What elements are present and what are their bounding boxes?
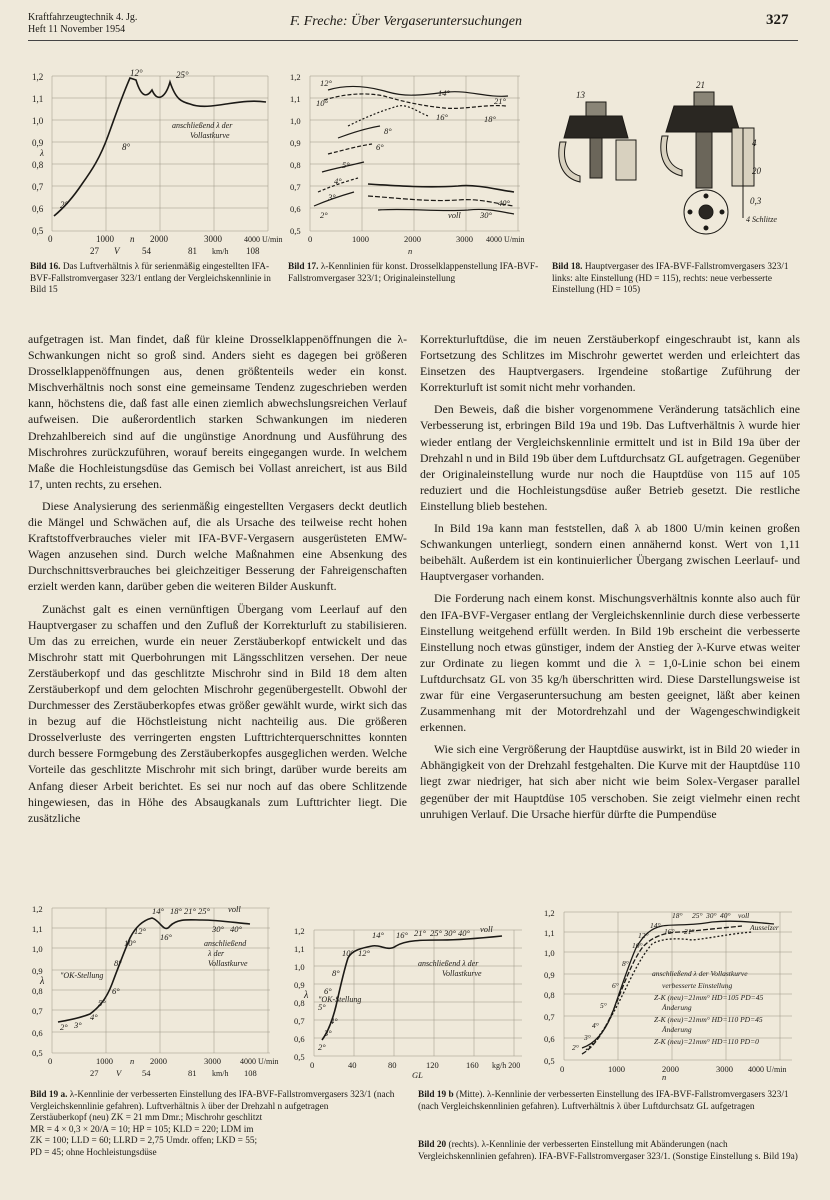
y-tick: 0,7 [294,1016,305,1026]
bild16-plot [30,66,283,256]
angle-label: 16° [664,927,675,936]
annotation-line: Vollastkurve [442,969,482,978]
figure-bild18 [556,78,804,250]
x-tick-speed: 27 [90,246,99,256]
y-tick: 1,0 [294,962,305,972]
y-tick: 1,0 [290,116,301,126]
annotation-line: anschließend [204,939,247,948]
angle-label: 8° [622,959,629,968]
x-tick: 4000 U/min [244,235,283,244]
caption-bild17 [288,262,540,285]
legend-entry: Z-K (neu)=21mm° HD=110 PD=0 [654,1037,759,1046]
y-tick: 1,2 [544,908,555,918]
figure-bild19b [292,922,532,1080]
angle-label: 18° [672,911,683,920]
y-tick: 0,7 [32,1006,43,1016]
x-tick-speed: 81 [188,246,197,256]
y-tick: 0,6 [32,204,44,214]
dimension-label: 20 [752,166,761,176]
x-tick: n [130,1056,135,1066]
y-tick: 1,2 [290,72,301,82]
x-tick-speed: 108 [244,1068,257,1078]
angle-label: 21° [414,928,426,938]
angle-label: 3° [328,192,336,202]
journal-info [28,12,137,36]
x-tick-speed: 54 [142,246,151,256]
y-tick: 0,5 [290,226,301,236]
y-tick: 0,9 [32,138,44,148]
caption-text: Hauptvergaser des IFA-BVF-Fallstromvergasers 323/1 links: alte Einstellung (HD = 115), rechts: neue verbesserte Einstellung (HD = 105) [552,262,789,295]
annotation-line: Vollastkurve [208,959,248,968]
angle-label: 12° [320,78,332,88]
caption-text: λ-Kennlinien für konst. Drosselklappenstellung IFA-BVF-Fallstromvergaser 323/1; Originaleinstellung [288,262,539,284]
x-tick-speed: 27 [90,1068,99,1078]
angle-label: 4° [334,176,342,186]
dimension-label: 4 [752,138,757,148]
angle-label: 18° [484,114,496,124]
x-tick-speed: V [116,1068,122,1078]
y-tick: 1,0 [32,944,43,954]
angle-label: 2° [320,210,328,220]
x-axis-label: n [662,1072,667,1082]
paragraph: Diese Analysierung des serienmäßig eingestellten Vergasers deckt deutlich die Mängel und Schwächen auf, die als Ursache des teilweise recht hohen Kraftstoffverbrauches vieler mit IFA-BVF-Vergasern ausgerüsteten EMW-Wagen anzusehen sind. Durch welche Maßnahmen eine Absenkung des Durchschnittsverbrauches bei gleichzeitiger Besserung der Fahreigenschaften erzielt werden kann, darüber geben die weiteren Bilder Auskunft. [28,498,407,594]
x-axis-label: n [408,246,413,256]
angle-label: 3° [584,1033,591,1042]
legend-entry: Änderung [662,1003,692,1012]
angle-label: 40° [720,911,731,920]
x-tick-speed: km/h [212,1069,229,1078]
angle-label: 25° [176,70,189,80]
lambda-axis-label: λ [40,976,45,987]
angle-label: 8° [122,142,131,152]
y-tick: 0,8 [290,160,301,170]
legend-entry: Änderung [662,1025,692,1034]
x-tick-speed: 54 [142,1068,151,1078]
angle-label: 4° [592,1021,599,1030]
angle-label: 21° [494,96,506,106]
figure-bild20 [542,904,802,1080]
angle-label: 30° [706,911,717,920]
ok-stellung-label: "OK-Stellung [60,971,104,980]
annotation-line: λ der [208,949,225,958]
angle-label: 14° [650,921,661,930]
caption-label: Bild 19 b [418,1090,454,1100]
angle-label: 40° [498,198,510,208]
x-tick: 1000 [608,1064,625,1074]
angle-label: 10° [342,948,354,958]
x-tick: 2000 [662,1064,679,1074]
x-tick: n [130,234,135,244]
y-tick: 0,5 [544,1056,555,1066]
angle-label: 4° [90,1012,98,1022]
angle-label: 8° [384,126,392,136]
x-tick: 2000 [404,234,421,244]
y-tick: 0,7 [290,182,301,192]
angle-label: 2° [572,1043,579,1052]
caption-text: (Mitte). λ-Kennlinie der verbesserten Einstellung des IFA-BVF-Fallstromvergasers 323/1 (nach Vergleichskennlinien gefahren). Luftverhältnis λ über Luftdurchsatz GL aufgetragen [418,1090,789,1112]
paragraph: Zunächst galt es einen vernünftigen Übergang vom Leerlauf auf den Hauptvergaser zu schaffen und den Zufluß der Korrekturluft zu stabilisieren. Um das zu erreichen, wurde ein neuer Zerstäuberkopf entwickelt und das Mischrohr statt mit Querbohrungen mit Längsschlitzen versehen. Der neue Zerstäuberkopf und das geschlitzte Mischrohr sind in Bild 18 dem alten Zerstäuberkopf und dem gelochten Mischrohr gegenübergestellt. Obwohl der Durchmesser des Zerstäuberkopfes etwas größer gewählt wurde, wirkt sich das in bezug auf die Höchstleistung nicht nachteilig aus. Die größeren Drosselverluste des verringerten engsten Lufttrichterquerschnittes konnten durch bessere Formgebung des Zerstäuberkopfes ausgeglichen werden. Welche Vorteile das geschlitzte Mischrohr mit sich bringt, darüber wurde bereits am Anfang dieser Arbeit berichtet. Es sei nur noch auf das obere Schlitzende hingewiesen, das in Höhe des Absaugkanals zum Lufttrichter liegt. Die zusätzliche [28,601,407,825]
angle-label: 5° [342,160,350,170]
y-tick: 0,6 [544,1034,555,1044]
caption-label: Bild 20 [418,1140,447,1150]
caption-label: Bild 18. [552,262,583,272]
caption-detail: ZK = 100; LLD = 60; LLRD = 2,75 Umdr. offen; LKD = 55; [30,1136,258,1146]
angle-label: 2° [60,200,69,210]
angle-label: 6° [612,981,619,990]
angle-label: 6° [376,142,384,152]
lambda-axis-label: λ [40,148,44,158]
y-tick: 1,1 [294,944,305,954]
legend-entry: Z-K (neu)=21mm° HD=105 PD=45 [654,993,764,1002]
angle-label: 30° [444,928,456,938]
x-tick: 1000 [96,234,114,244]
angle-label: 12° [638,931,649,940]
caption-detail: Zerstäuberkopf (neu) ZK = 21 mm Dmr.; Mischrohr geschlitzt [30,1113,263,1123]
angle-label: 40° [230,924,242,934]
caption-bild16 [30,262,278,297]
y-tick: 0,7 [32,182,44,192]
x-tick: 3000 [204,1056,221,1066]
x-tick: 3000 [204,234,222,244]
angle-label: 10° [632,941,643,950]
angle-label: 14° [152,906,164,916]
caption-label: Bild 19 a. [30,1090,68,1100]
legend-entry: verbesserte Einstellung [662,981,733,990]
angle-label: 25° [692,911,703,920]
angle-label: 6° [112,986,120,996]
column-right [420,331,800,828]
angle-label: 14° [438,88,450,98]
bild20-plot [542,904,802,1080]
bild19b-plot [292,922,532,1080]
x-axis-label: GL [412,1070,423,1080]
angle-label: 40° [458,928,470,938]
angle-label: 25° [198,906,210,916]
legend-entry: anschließend λ der Vollastkurve [652,969,748,978]
x-tick: 120 [426,1060,439,1070]
angle-label: 2° [60,1022,68,1032]
x-tick: 40 [348,1060,357,1070]
paragraph: Die Forderung nach einem konst. Mischungsverhältnis konnte also auch für den IFA-BVF-Vergaser entlang der Vergleichskennlinie durch diese verbesserte Einstellung weitgehend erfüllt werden. In Bild 19b erscheint die verbesserte Einstellung noch etwas günstiger, indem der Anstieg der λ-Kurve etwas weiter zur Ordinate zu liegen kommt und die λ = 1,0-Linie schon bei einem Luftdurchsatz GL von 35 kg/h überschritten wird. Diese Darstellungsweise ist zwar für eine Vergaseruntersuchung am besten geeignet, läßt aber keinen Zusammenhang mit der Motordrehzahl und der Wagengeschwindigkeit erkennen. [420,591,800,735]
y-tick: 1,1 [32,94,44,104]
x-tick: 2000 [150,1056,167,1066]
caption-text: (rechts). λ-Kennlinie der verbesserten Einstellung mit Abänderungen (nach Vergleichskennlinien gefahren). IFA-BVF-Fallstromvergaser 323/1. (Sonstige Einstellung s. Bild 19a) [418,1140,798,1162]
angle-label: 5° [600,1001,607,1010]
journal-line-2: Heft 11 November 1954 [28,24,126,35]
angle-label: 6° [324,986,332,996]
x-tick: kg/h 200 [492,1061,521,1070]
y-tick: 0,8 [544,990,555,1000]
caption-text: λ-Kennlinie der verbesserten Einstellung des IFA-BVF-Fallstromvergasers 323/1 (nach Vergleichskennlinie gefahren). Luftverhältnis λ über der Drehzahl n aufgetragen [30,1090,395,1112]
x-tick: 3000 [456,234,473,244]
legend-entry: Z-K (neu)=21mm° HD=110 PD=45 [654,1015,763,1024]
caption-label: Bild 16. [30,262,61,272]
figure-bild19a [30,898,280,1078]
angle-label: Ausselzer [750,923,779,932]
figure-bild17 [288,66,538,256]
y-tick: 0,8 [32,986,43,996]
y-tick: 0,5 [294,1052,305,1062]
paragraph: aufgetragen ist. Man findet, daß für kleine Drosselklappenöffnungen die λ-Schwankungen nicht so groß sind. Anders sieht es dagegen bei größeren Drosselklappenöffnungen aus, denen größtenteils weder ein konst. Mischverhältnis noch sonst eine gemeinsame Tendenz zugeschrieben werden kann, höchstens die, daß fast alle einen ziemlich abwechslungsreichen Verlauf aufweisen. Die außerordentlich starken Schwankungen im niederen Drehzahlbereich sind auf die ungünstige Anordnung und Ausführung des Mischrohres zurückzuführen, worauf bereits eingegangen wurde. In welchem Maße die Hochleistungsdüse das Gemisch bei Vollast anreichert, ist aus Bild 17, unten rechts, zu ersehen. [28,332,407,491]
angle-label: 10° [124,938,136,948]
y-tick: 1,0 [32,116,44,126]
angle-label: 21° [684,927,695,936]
y-tick: 0,9 [32,966,43,976]
angle-label: 30° [480,210,492,220]
x-tick: 4000 U/min [748,1065,787,1074]
y-tick: 0,6 [32,1028,43,1038]
x-tick: 4000 U/min [486,235,525,244]
caption-bild18 [552,262,804,297]
angle-label: voll [480,924,493,934]
caption-bild19b [418,1090,804,1113]
paragraph: Den Beweis, daß die bisher vorgenommene Veränderung tatsächlich eine Verbesserung ist, erbringen Bild 19a und 19b. Das Luftverhältnis λ wurde hier wieder entlang der Vergleichskennlinie ermittelt und ist in Bild 19a über der Drehzahl n und in Bild 19b über dem Luftdurchsatz GL aufgetragen. Gegenüber der Originaleinstellung wurde nur noch die Hauptdüse von 115 auf 105 reduziert und die Hochleistungsdüse außer Betrieb gesetzt. Die restliche Einstellung blieb bestehen. [420,402,800,513]
paragraph: In Bild 19a kann man feststellen, daß λ ab 1800 U/min keinen großen Schwankungen unterliegt, sondern einen annähernd konst. Wert von 1,11 beibehält. Außerdem ist ein kontinuierlicher Übergang zwischen Leerlauf- und Hauptvergaser vorhanden. [420,521,800,584]
caption-bild20 [418,1140,804,1163]
caption-detail: PD = 45; ohne Hochleistungsdüse [30,1147,157,1158]
header-rule [28,40,798,41]
x-tick: 2000 [150,234,168,244]
angle-label: 25° [430,928,442,938]
angle-label: voll [228,904,241,914]
x-tick: 0 [308,234,313,244]
bild19a-plot [30,898,280,1078]
y-tick: 0,5 [32,1048,43,1058]
y-tick: 1,1 [290,94,301,104]
angle-label: 2° [318,1042,326,1052]
angle-label: 30° [212,924,224,934]
x-tick: 160 [466,1060,479,1070]
running-title: F. Freche: Über Vergaseruntersuchungen [290,14,522,29]
dimension-label: 13 [576,90,585,100]
dimension-label: 0,3 [750,196,762,206]
angle-label: 12° [358,948,370,958]
y-tick: 1,0 [544,948,555,958]
journal-line-1: Kraftfahrzeugtechnik 4. Jg. [28,12,138,23]
angle-label: 3° [324,1028,332,1038]
x-tick: 80 [388,1060,397,1070]
y-tick: 0,9 [544,970,555,980]
y-tick: 1,1 [32,924,43,934]
y-tick: 0,9 [290,138,301,148]
y-tick: 1,1 [544,928,555,938]
figure-bild16 [30,66,283,256]
x-tick: 4000 U/min [240,1057,279,1066]
angle-label: 8° [332,968,340,978]
y-tick: 1,2 [32,72,44,82]
x-tick-speed: 81 [188,1068,197,1078]
bild18-drawing [556,78,804,250]
ok-stellung-label: "OK-Stellung [318,995,362,1004]
annotation-line: anschließend λ der [418,959,479,968]
paragraph: Wie sich eine Vergrößerung der Hauptdüse auswirkt, ist in Bild 20 wieder in Abhängigkeit von der Drehzahl festgehalten. Die Kurve mit der Hauptdüse 110 liegt zwar niedriger, hat sich aber nicht wie beim Solex-Vergaser parallel gegenüber der mit Hauptdüse 105 verschoben. Sie zeigt vielmehr einen recht unruhigen Verlauf. Die Ursache hierfür dürfte die Pumpendüse [420,742,800,821]
angle-label: 14° [372,930,384,940]
y-tick: 0,9 [294,980,305,990]
y-tick: 0,8 [294,998,305,1008]
page-number: 327 [766,12,789,28]
y-tick: 0,6 [294,1034,305,1044]
x-tick: 0 [560,1064,565,1074]
angle-label: 5° [318,1002,326,1012]
x-tick-speed: km/h [212,247,229,256]
caption-label: Bild 17. [288,262,319,272]
x-tick-speed: 108 [246,246,260,256]
y-tick: 0,8 [32,160,44,170]
annotation-line: Vollastkurve [190,131,230,140]
angle-label: voll [448,210,461,220]
caption-bild19a [30,1090,402,1159]
angle-label: 12° [130,68,143,78]
angle-label: 16° [436,112,448,122]
angle-label: 21° [184,906,196,916]
annotation-line: anschließend λ der [172,121,233,130]
y-tick: 0,5 [32,226,44,236]
x-tick: 0 [310,1060,315,1070]
angle-label: 10° [316,98,328,108]
angle-label: 8° [114,958,122,968]
angle-label: 18° [170,906,182,916]
angle-label: 3° [74,1020,82,1030]
x-tick-speed: V [114,246,120,256]
angle-label: 12° [134,926,146,936]
angle-label: 4° [330,1016,338,1026]
column-left [28,331,407,832]
x-tick: 0 [48,1056,53,1066]
angle-label: 16° [396,930,408,940]
lambda-axis-label: λ [304,990,309,1001]
dimension-label: 4 Schlitze [746,215,777,224]
bild17-plot [288,66,538,256]
y-tick: 1,2 [294,926,305,936]
angle-label: 5° [98,998,106,1008]
x-tick: 0 [48,234,53,244]
y-tick: 0,7 [544,1012,555,1022]
dimension-label: 21 [696,80,705,90]
paragraph: Korrekturluftdüse, die im neuen Zerstäuberkopf eingeschraubt ist, kann als Fortsetzung des Schlitzes im Mischrohr gewertet werden und erleichtert das Einsetzen des Hauptvergasers. Irgendeine stoßartige Zuführung der Korrekturluft ist somit nicht mehr vorhanden. [420,332,800,395]
x-tick: 3000 [716,1064,733,1074]
x-tick: 1000 [352,234,369,244]
x-tick: 1000 [96,1056,113,1066]
caption-detail: MR = 4 × 0,3 × 20/A = 10; HP = 105; KLD = 220; LDM im [30,1124,254,1135]
caption-text: Das Luftverhältnis λ für serienmäßig eingestellten IFA-BVF-Fallstromvergaser 323/1 entlang der Vergleichskennlinie in Bild 15 [30,262,271,295]
angle-label: 16° [160,932,172,942]
y-tick: 1,2 [32,904,43,914]
angle-label: voll [738,911,750,920]
y-tick: 0,6 [290,204,301,214]
